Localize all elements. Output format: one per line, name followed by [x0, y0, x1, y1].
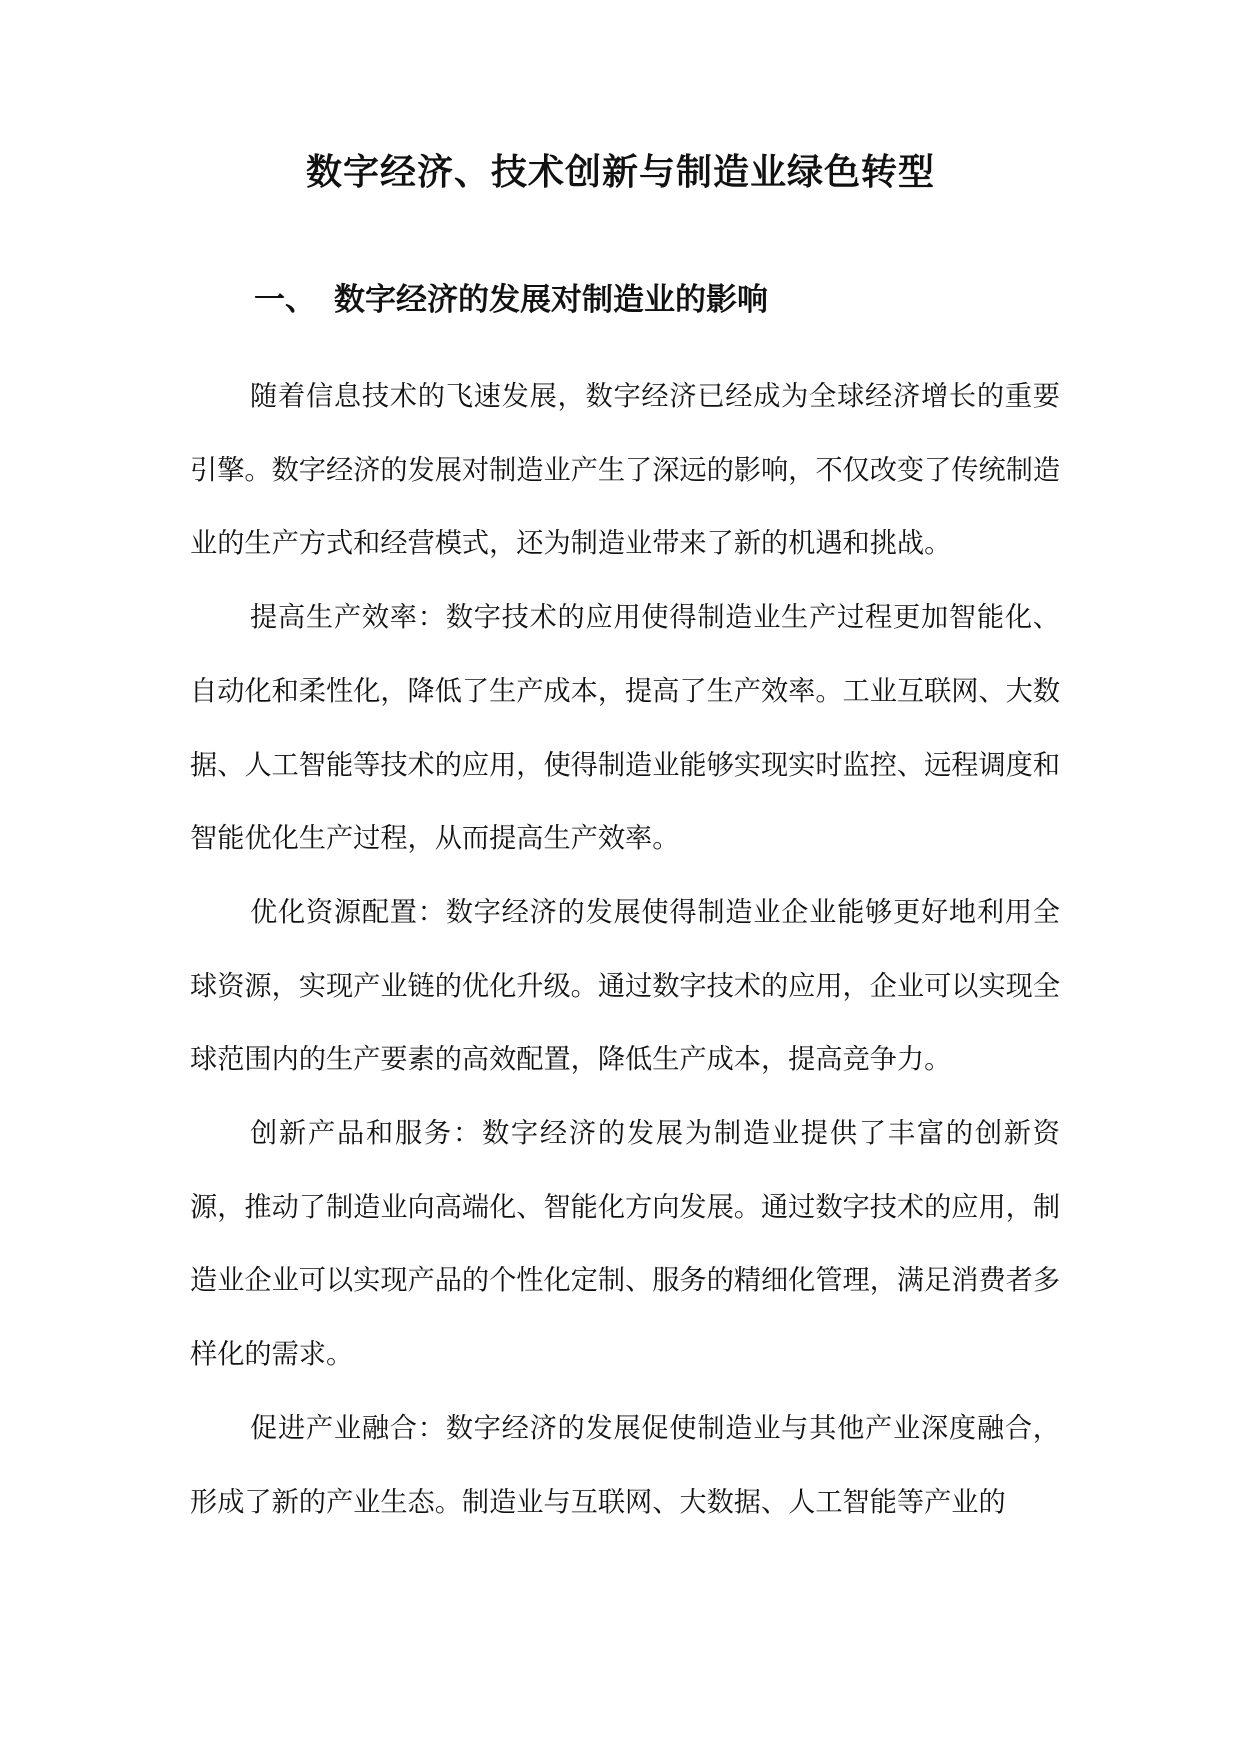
- paragraph: 创新产品和服务：数字经济的发展为制造业提供了丰富的创新资源，推动了制造业向高端化、智能化方向发展。通过数字技术的应用，制造业企业可以实现产品的个性化定制、服务的精细化管理，满足消费者多样化的需求。: [190, 1118, 1061, 1371]
- paragraph: 随着信息技术的飞速发展，数字经济已经成为全球经济增长的重要引擎。数字经济的发展对制造业产生了深远的影响，不仅改变了传统制造业的生产方式和经营模式，还为制造业带来了新的机遇和挑战。: [190, 381, 1061, 560]
- section-title: 数字经济的发展对制造业的影响: [334, 282, 768, 318]
- paragraph: 提高生产效率：数字技术的应用使得制造业生产过程更加智能化、自动化和柔性化，降低了生产成本，提高了生产效率。工业互联网、大数据、人工智能等技术的应用，使得制造业能够实现实时监控、远程调度和智能优化生产过程，从而提高生产效率。: [190, 602, 1061, 855]
- body-text: [190, 360, 1060, 1539]
- document-title: 数字经济、技术创新与制造业绿色转型: [305, 152, 935, 193]
- section-number: 一、: [254, 282, 316, 318]
- paragraph: 促进产业融合：数字经济的发展促使制造业与其他产业深度融合，形成了新的产业生态。制造业与互联网、大数据、人工智能等产业的: [190, 1412, 1060, 1518]
- paragraph: 优化资源配置：数字经济的发展使得制造业企业能够更好地利用全球资源，实现产业链的优化升级。通过数字技术的应用，企业可以实现全球范围内的生产要素的高效配置，降低生产成本，提高竞争力。: [190, 896, 1061, 1076]
- section-heading: [254, 277, 768, 323]
